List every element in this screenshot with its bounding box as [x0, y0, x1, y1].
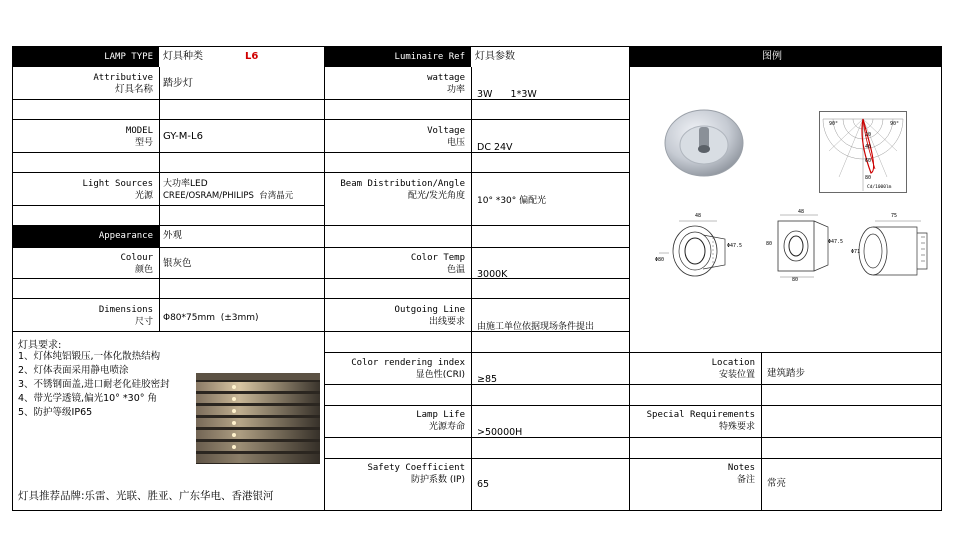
beam-en: Beam Distribution/Angle	[340, 179, 465, 189]
attributive-en: Attributive	[93, 73, 153, 83]
color-temp-value: 3000K	[477, 269, 508, 280]
special-en: Special Requirements	[646, 410, 755, 420]
drawing3-top: 75	[891, 213, 898, 219]
polar-angle-right: 90°	[889, 121, 899, 127]
cri-en: Color rendering index	[351, 358, 465, 368]
drawing-square	[758, 209, 848, 285]
requirement-item: 3、不锈钢面盖,进口耐老化硅胶密封	[18, 379, 170, 390]
outgoing-en: Outgoing Line	[394, 305, 465, 315]
light-source-value2: CREE/OSRAM/PHILIPS 台湾晶元	[163, 191, 294, 201]
lamp-type-code: L6	[245, 51, 259, 62]
drawing1-inner: Φ47.5	[727, 243, 743, 249]
location-cn: 安装位置	[718, 370, 755, 380]
requirement-item: 2、灯体表面采用静电喷涂	[18, 365, 129, 376]
lamp-type-cn: 灯具种类	[163, 51, 203, 62]
colour-cn: 颜色	[134, 265, 153, 275]
appearance-header	[13, 225, 159, 247]
polar-ring-label: 20	[865, 132, 872, 138]
voltage-value: DC 24V	[477, 142, 513, 153]
drawing3-side: Φ71	[851, 249, 861, 255]
light-source-value1: 大功率LED	[163, 179, 208, 189]
wattage-value: 3W 1*3W	[477, 89, 537, 100]
outgoing-cn: 出线要求	[428, 317, 465, 327]
figure-label: 图例	[762, 51, 782, 62]
outgoing-value: 由施工单位依据现场条件提出	[477, 322, 595, 332]
life-cn: 光源寿命	[428, 422, 465, 432]
drawing1-side: Φ80	[655, 257, 665, 263]
life-value: >50000H	[477, 427, 523, 438]
product-photo	[663, 100, 745, 180]
dimensions-en: Dimensions	[98, 305, 153, 315]
requirements-list	[18, 350, 198, 420]
polar-angle-left: 90°	[829, 121, 839, 127]
location-value: 建筑踏步	[767, 368, 806, 379]
lamp-type-label: LAMP TYPE	[104, 52, 153, 62]
model-en: MODEL	[125, 126, 153, 136]
header-luminaire-ref	[324, 47, 471, 67]
safety-value: 65	[477, 479, 490, 490]
notes-en: Notes	[727, 463, 755, 473]
dimensions-cn: 尺寸	[134, 317, 153, 327]
colour-value: 银灰色	[163, 258, 192, 269]
spec-sheet	[12, 46, 942, 511]
dimensions-value: Φ80*75mm (±3mm)	[163, 313, 259, 323]
polar-caption: Cd/1000lm	[867, 185, 892, 190]
cri-cn: 显色性(CRI)	[415, 370, 465, 380]
notes-value: 常亮	[767, 478, 787, 489]
wattage-en: wattage	[427, 73, 465, 83]
color-temp-cn: 色温	[446, 265, 465, 275]
polar-ring-label: 60	[865, 158, 872, 164]
requirement-item: 1、灯体纯铝锻压,一体化散热结构	[18, 351, 161, 362]
header-figure	[629, 47, 942, 67]
attributive-cn: 灯具名称	[114, 84, 153, 95]
voltage-cn: 电压	[446, 138, 465, 148]
light-source-cn: 光源	[134, 191, 153, 201]
drawing2-inner: Φ47.5	[828, 239, 844, 245]
polar-diagram	[819, 111, 907, 193]
notes-cn: 备注	[736, 475, 755, 485]
special-cn: 特殊要求	[718, 422, 755, 432]
light-source-en: Light Sources	[82, 179, 153, 189]
polar-ring-label: 80	[865, 175, 872, 181]
recommended-brands: 灯具推荐品牌:乐雷、光联、胜亚、广东华电、香港银河	[18, 490, 274, 502]
colour-en: Colour	[120, 253, 153, 263]
drawing2-top: 48	[798, 209, 805, 215]
drawing2-side: 80	[766, 241, 773, 247]
cri-value: ≥85	[477, 374, 498, 385]
appearance-en: Appearance	[98, 231, 153, 241]
drawing-side-cylinder	[851, 213, 937, 285]
voltage-en: Voltage	[427, 126, 465, 136]
drawing2-bottom: 80	[792, 277, 799, 283]
appearance-cn: 外观	[163, 230, 183, 241]
header-ref-cn	[471, 47, 629, 67]
attributive-value: 踏步灯	[163, 78, 193, 89]
model-value: GY-M-L6	[163, 131, 203, 142]
stair-lights-photo	[196, 373, 320, 464]
wattage-cn: 功率	[446, 85, 465, 95]
beam-value: 10° *30° 偏配光	[477, 196, 547, 206]
requirement-item: 5、防护等级IP65	[18, 407, 93, 418]
safety-cn: 防护系数 (IP)	[411, 475, 465, 485]
polar-ring-label: 40	[865, 144, 872, 150]
requirements-title: 灯具要求:	[18, 340, 62, 351]
safety-en: Safety Coefficient	[367, 463, 465, 473]
drawing1-top: 48	[695, 213, 702, 219]
drawing-front-round	[653, 213, 743, 283]
ref-cn: 灯具参数	[475, 51, 515, 62]
life-en: Lamp Life	[416, 410, 465, 420]
header-lamp-type	[13, 47, 159, 67]
header-lamp-type-value	[159, 47, 324, 67]
requirement-item: 4、带光学透镜,偏光10° *30° 角	[18, 393, 158, 404]
location-en: Location	[711, 358, 755, 368]
model-cn: 型号	[134, 138, 153, 148]
color-temp-en: Color Temp	[410, 253, 465, 263]
luminaire-ref-label: Luminaire Ref	[394, 52, 465, 62]
beam-cn: 配光/发光角度	[407, 191, 465, 201]
